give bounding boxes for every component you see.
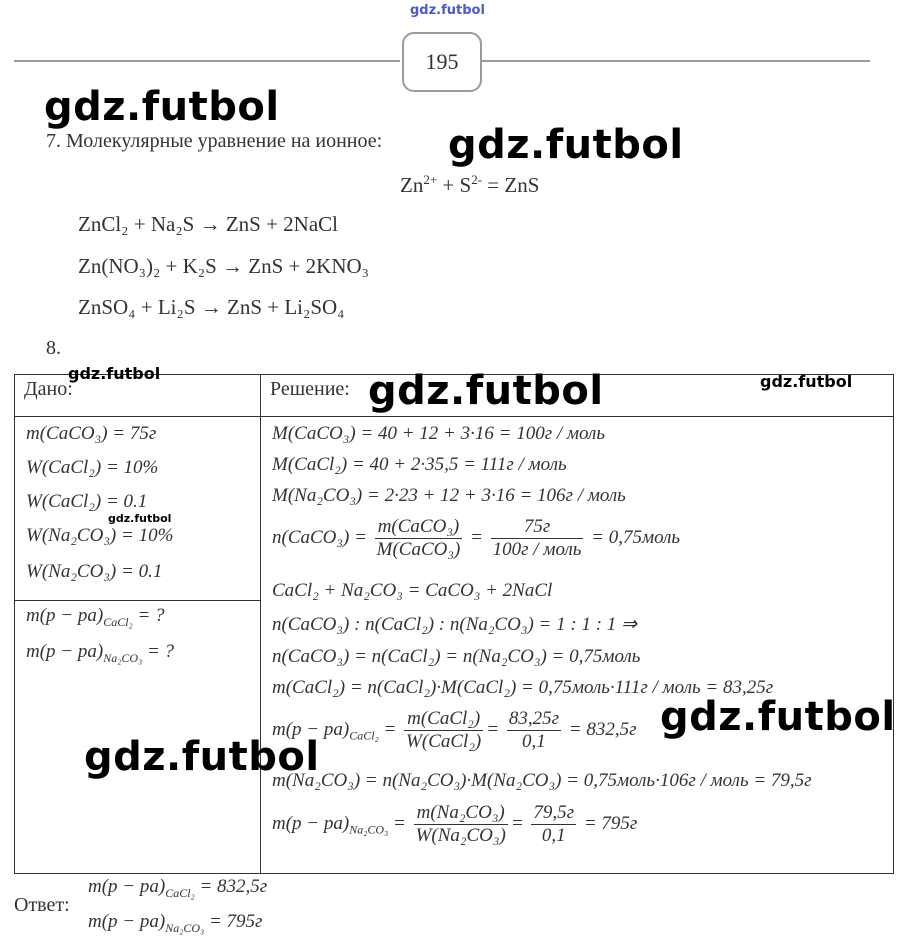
header-rule-left <box>14 60 400 62</box>
given-header: Дано: <box>24 378 73 400</box>
answer-line <box>88 911 262 936</box>
denominator: 0,1 <box>522 731 546 752</box>
fraction-result: = 832,5г <box>568 718 637 740</box>
equals-sign: = <box>470 526 483 548</box>
ionic-zn: Zn <box>400 173 424 197</box>
watermark: gdz.futbol <box>84 734 320 780</box>
find-item <box>26 641 174 666</box>
header-rule-right <box>480 60 870 62</box>
fraction <box>507 708 561 753</box>
watermark-top: gdz.futbol <box>410 3 485 18</box>
answer-subscript: CaCl₂ <box>165 885 195 900</box>
solution-line: M(Na₂CO₃) = 2·23 + 12 + 3·16 = 106г / моль <box>272 485 626 506</box>
watermark: gdz.futbol <box>448 122 684 168</box>
table-column-divider <box>260 374 261 873</box>
find-question: = ? <box>132 605 165 626</box>
molecular-equation-3: ZnSO₄ + Li₂S → ZnS + Li₂SO₄ <box>78 295 345 319</box>
solution-line: m(Na₂CO₃) = n(Na₂CO₃)·M(Na₂CO₃) = 0,75моль·106г / моль = 79,5г <box>272 770 812 791</box>
solution-line: n(CaCO₃) : n(CaCl₂) : n(Na₂CO₃) = 1 : 1 : 1 ⇒ <box>272 614 637 635</box>
solution-header: Решение: <box>270 378 350 400</box>
given-item: W(CaCl₂) = 10% <box>26 457 159 478</box>
equals-sign: = <box>388 812 406 834</box>
answer-value: = 832,5г <box>194 876 268 897</box>
page-number: 195 <box>402 32 482 92</box>
answer-value: = 795г <box>204 911 263 932</box>
fraction-result: = 795г <box>583 812 638 834</box>
ionic-zn-charge: 2+ <box>423 172 438 187</box>
find-question: = ? <box>142 641 175 662</box>
solution-fraction-line <box>272 516 680 561</box>
fraction-lhs-subscript: Na₂CO₃ <box>349 822 389 837</box>
watermark: gdz.futbol <box>68 364 161 383</box>
answer-subscript: Na₂CO₃ <box>165 920 205 935</box>
watermark: gdz.futbol <box>108 512 172 525</box>
answer-expression: m(p − pa) <box>88 911 166 932</box>
given-find-divider <box>14 600 261 601</box>
given-item: m(CaCO₃) = 75г <box>26 423 157 444</box>
denominator: W(CaCl₂) <box>406 731 482 752</box>
numerator: 83,25г <box>508 708 560 729</box>
find-subscript: Na₂CO₃ <box>103 650 143 665</box>
solution-line: CaCl₂ + Na₂CO₃ = CaCO₃ + 2NaCl <box>272 580 553 601</box>
molecular-equation-2: Zn(NO₃)₂ + K₂S → ZnS + 2KNO₃ <box>78 254 369 278</box>
denominator: W(Na₂CO₃) <box>415 825 506 846</box>
denominator: M(CaCO₃) <box>376 539 461 560</box>
watermark: gdz.futbol <box>660 694 896 740</box>
fraction-lhs: m(p − pa) <box>272 718 350 740</box>
numerator: 75г <box>491 516 584 539</box>
fraction-lhs-subscript: CaCl₂ <box>349 728 379 743</box>
molecular-equation-1: ZnCl₂ + Na₂S → ZnS + 2NaCl <box>78 212 338 236</box>
fraction <box>404 708 483 753</box>
ionic-s-charge: 2- <box>471 172 483 187</box>
fraction-lhs: n(CaCO₃) = <box>272 526 367 548</box>
fraction-lhs: m(p − pa) <box>272 812 350 834</box>
fraction <box>414 802 508 847</box>
find-item <box>26 605 165 630</box>
solution-line: M(CaCl₂) = 40 + 2·35,5 = 111г / моль <box>272 454 567 475</box>
denominator: 0,1 <box>541 825 566 846</box>
given-item: W(CaCl₂) = 0.1 <box>26 491 148 512</box>
answer-line <box>88 876 267 901</box>
fraction-result: = 0,75моль <box>591 526 681 548</box>
equals-sign: = <box>378 718 397 740</box>
answer-label: Ответ: <box>14 894 70 916</box>
denominator: 100г / моль <box>492 539 582 560</box>
find-subscript: CaCl₂ <box>103 614 133 629</box>
given-item: W(Na₂CO₃) = 0.1 <box>26 561 163 582</box>
find-expression: m(p − pa) <box>26 605 104 626</box>
numerator: m(Na₂CO₃) <box>414 802 508 825</box>
find-expression: m(p − pa) <box>26 641 104 662</box>
watermark: gdz.futbol <box>44 84 280 130</box>
solution-line: n(CaCO₃) = n(CaCl₂) = n(Na₂CO₃) = 0,75моль <box>272 646 641 667</box>
answer-expression: m(p − pa) <box>88 876 166 897</box>
fraction <box>531 802 576 847</box>
ionic-equation <box>400 172 539 198</box>
solution-fraction-line: $m(p - pa)_{CaCl_2}$ = $\frac{\text{m(CaCl₂)}}{\text{W(CaCl₂)}}$ = $\frac{83,25г}{0,1}$ = 832,5г <box>272 708 637 752</box>
fraction <box>375 516 463 561</box>
fraction <box>491 516 584 561</box>
watermark: gdz.futbol <box>368 368 604 414</box>
numerator: m(CaCl₂) <box>404 708 483 731</box>
ionic-product: = ZnS <box>482 173 540 197</box>
numerator: 79,5г <box>533 802 575 823</box>
task7-title: 7. Молекулярные уравнение на ионное: <box>46 130 383 152</box>
watermark: gdz.futbol <box>760 372 853 391</box>
ionic-plus-s: + S <box>437 173 472 197</box>
table-header-divider <box>14 416 893 417</box>
numerator: m(CaCO₃) <box>375 516 463 539</box>
solution-fraction-line: $m(p - pa)_{Na_2CO_3}$ = $\frac{\text{m(Na₂CO₃)}}{\text{W(Na₂CO₃)}}$ = $\frac{79,5г}{0,1}$ = 795г <box>272 802 638 846</box>
given-item: W(Na₂CO₃) = 10% <box>26 525 174 546</box>
task8-number: 8. <box>46 337 61 359</box>
solution-line: M(CaCO₃) = 40 + 12 + 3·16 = 100г / моль <box>272 423 605 444</box>
solution-line: m(CaCl₂) = n(CaCl₂)·M(CaCl₂) = 0,75моль·111г / моль = 83,25г <box>272 677 774 698</box>
